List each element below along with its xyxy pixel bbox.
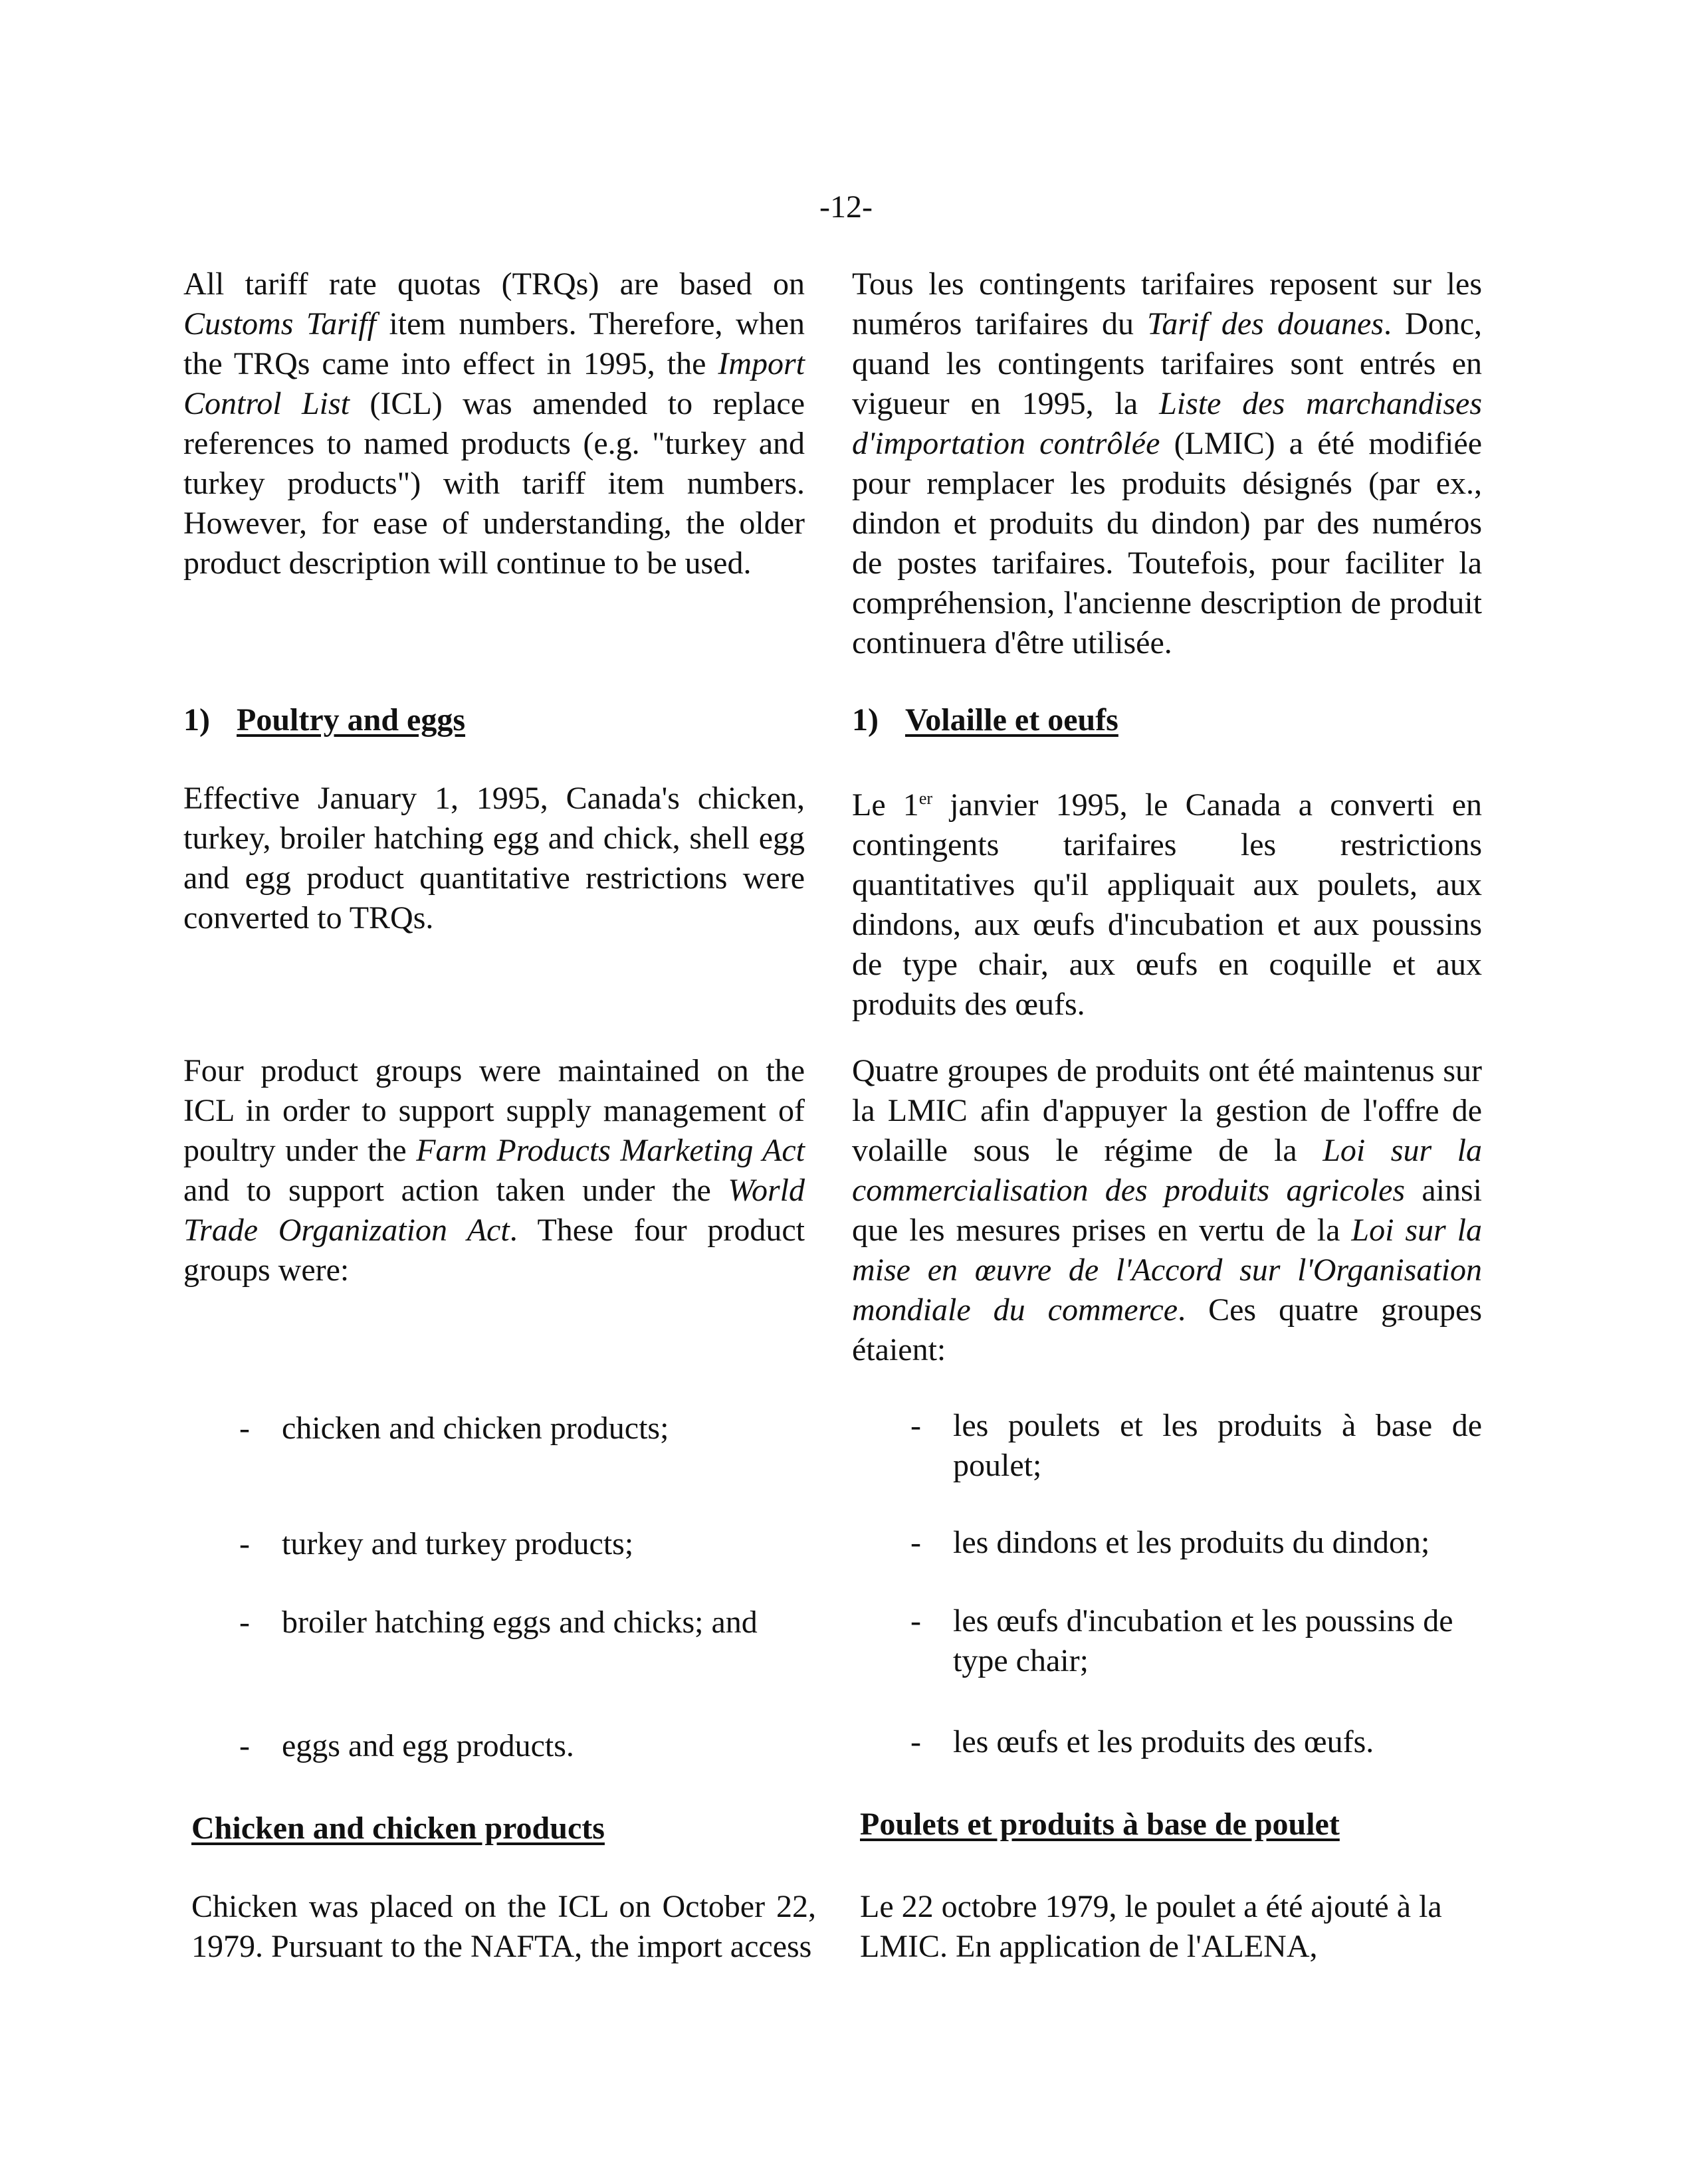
english-column <box>183 264 805 583</box>
english-subheading: Chicken and chicken products <box>191 1811 605 1846</box>
french-intro-paragraph: Tous les contingents tarifaires reposent sur les numéros tarifaires du Tarif des douanes. Donc, quand les contingents tarifaires sont entrés en vigueur en 1995, la Liste des marchandises d'importation contrôlée (LMIC) a été modifiée pour remplacer les produits désignés (par ex., dindon et produits du dindon) par des numéros de postes tarifaires. Toutefois, pour faciliter la compréhension, l'ancienne description de produit continuera d'être utilisée. <box>852 266 1483 660</box>
english-paragraph-1: Effective January 1, 1995, Canada's chicken, turkey, broiler hatching egg and chick, shell egg and egg product quantitative restrictions were converted to TRQs. <box>183 781 805 936</box>
french-column <box>852 264 1482 663</box>
french-paragraph-3: Le 22 octobre 1979, le poulet a été ajouté à la LMIC. En application de l'ALENA, <box>860 1889 1442 1964</box>
english-paragraph-3: Chicken was placed on the ICL on October 22, 1979. Pursuant to the NAFTA, the import access <box>191 1889 816 1964</box>
page-number: -12- <box>819 189 873 225</box>
french-paragraph-2: Quatre groupes de produits ont été maintenus sur la LMIC afin d'appuyer la gestion de l'offre de volaille sous le régime de la Loi sur la commercialisation des produits agricoles ainsi que les mesures prises en vertu de la Loi sur la mise en œuvre de l'Accord sur l'Organisation mondiale du commerce. Ces quatre groupes étaient: <box>852 1053 1483 1367</box>
english-intro-paragraph: All tariff rate quotas (TRQs) are based on Customs Tariff item numbers. Therefore, when the TRQs came into effect in 1995, the Import Control List (ICL) was amended to replace references to named products (e.g. "turkey and turkey products") with tariff item numbers. However, for ease of understanding, the older product description will continue to be used. <box>183 266 805 581</box>
english-paragraph-2: Four product groups were maintained on the ICL in order to support supply management of poultry under the Farm Products Marketing Act and to support action taken under the World Trade Organization Act. These four product groups were: <box>183 1053 805 1288</box>
english-section-heading: 1) Poultry and eggs <box>183 702 466 738</box>
french-paragraph-1: Le 1er janvier 1995, le Canada a converti en contingents tarifaires les restrictions quantitatives qu'il appliquait aux poulets, aux dindons, aux œufs d'incubation et aux poussins de type chair, aux œufs en coquille et aux produits des œufs. <box>852 787 1482 1022</box>
french-subheading: Poulets et produits à base de poulet <box>860 1807 1340 1842</box>
french-section-heading: 1) Volaille et oeufs <box>852 702 1118 738</box>
